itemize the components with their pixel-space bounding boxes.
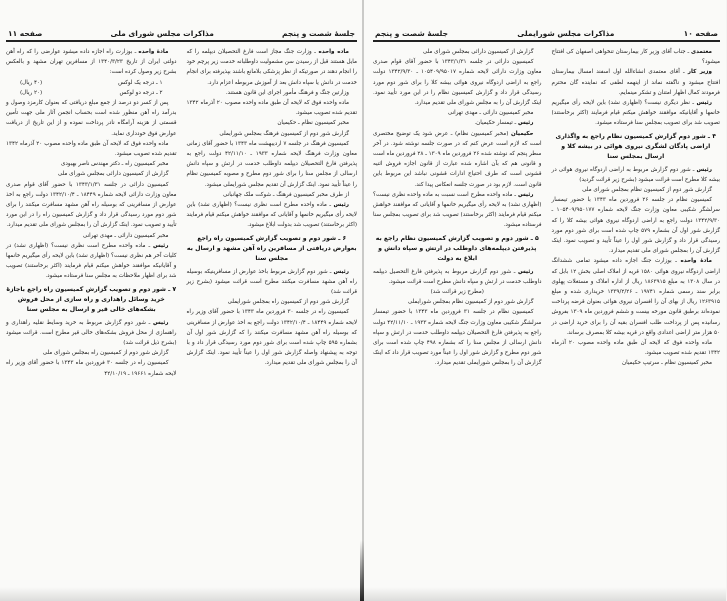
session-label: جلسهٔ شصت و پنجم — [375, 29, 449, 38]
paragraph-text: مخبر کمیسیون دارائی ـ مهدی تهرانی — [447, 110, 534, 117]
paragraph — [187, 267, 358, 298]
paragraph-text: گزارش شور دوم از کمیسیون راه بمجلس شورای ملی — [42, 350, 169, 357]
paragraph — [6, 318, 177, 349]
paragraph — [552, 165, 721, 185]
paragraph — [552, 47, 721, 67]
paragraph — [187, 47, 358, 88]
fee-class: ۱ ـ درجه یک لوکس — [118, 79, 163, 86]
paragraph — [373, 118, 542, 128]
paragraph — [373, 47, 542, 57]
paragraph-text: گزارش شور دوم از کمیسیون نظام بمجلس شورای ملی — [582, 187, 712, 194]
speaker-name: رئیس — [333, 268, 349, 275]
paragraph-text: گزارش شور دوم از کمیسیون فرهنگ بمجلس شورایملی — [219, 130, 349, 137]
paragraph — [373, 297, 542, 307]
paragraph-text: وزارتین جنگ و فرهنگ مأمور اجرای این قانون هستند. — [225, 89, 349, 96]
paragraph-text: ـ تیمسار حکیمیان. — [474, 120, 517, 127]
paragraph-text: ـ وزارت جنگ مجاز است فارغ التحصیلان دیپلمه را که مایل هستند قبل از رسیدن سن مشمولیت داوطلبانه خدمت زیر پرچم خود را انجام دهند در صورتیکه از نظر پزشکی بلامانع باشند بپذیرفته برای انجام خدمت در دانش یا سپاه دانش بعد از آموزش مربوطه اعزام دارد. — [186, 49, 357, 86]
paragraph-text: ـ شور دوم گزارش مربوط به خرید وسایط نقلیه راهداری و راهسازی از محل فروش بشکه‌های خالی قیر مطرح است. قرائت میشود (بشرح ذیل قرائت شد) — [6, 319, 177, 347]
agenda-item-heading: ۴ ـ شور دوم گزارش کمیسیون نظام راجع به واگذاری اراضی پادگان لشگری نیروی هوائی در بیشه کلا و ارسال بمجلس سنا — [555, 132, 716, 160]
speaker-name: رئیس — [333, 202, 350, 209]
paragraph-text: کمیسیون دارائی در جلسه ۱۳۴۳/۱/۳۱ با حضور آقای قوام صدری معاون وزارت دارائی لایحه شماره ۱۸۴۴۹ ـ ۱۳۴۲/۱۰/۴ دولت راجع به اخذ عوارض از مسافرینی که بوسیله راه آهن مشهد مسافرت میکنند را برای شور دوم مورد رسیدگی قرار داد و گزارش کمیسیون راه را در این مورد تأیید و تصویب نمود. اینک گزارش آن را بمجلس شورای ملی تقدیم میدارد. — [6, 181, 177, 229]
paragraph — [6, 231, 177, 241]
agenda-item-heading: ۶ ـ شور دوم و تصویب گزارش کمیسیون راه راجع بعوارض دریافتی از مسافرین راه آهن مشهد و ارسال به مجلس سنا — [186, 234, 357, 262]
speaker-name: رئیس — [518, 191, 534, 198]
paragraph — [6, 159, 177, 169]
paragraph-text: مخبر کمیسیون نظام ـ حکیمیان — [277, 120, 349, 127]
paragraph — [187, 200, 358, 231]
paragraph — [552, 358, 721, 368]
paragraph-text: ـ ماده واحده مطرح است نسبت به ماده واحده نظری نیست؟ (اظهاری نشد) به لایحه رأی میگیریم خانمها و آقایانی که موافقند خواهش میکنم قیام فرمایند (اکثر برخاستند) تصویب شد برای تصویب بمجلس سنا فرستاده میشود. — [373, 191, 542, 229]
paragraph-text: گزارش شور دوم از کمیسیون نظام بمجلس شورایملی — [407, 299, 534, 306]
page-gutter — [362, 0, 364, 601]
paragraph — [373, 307, 542, 368]
paragraph-text: ماده واحده فوق که لایحه آن طبق ماده واحده مصوب ۲۰ آذرماه ۱۳۴۲ تقدیم شده تصویب میشود. — [6, 140, 177, 158]
paragraph-text: ـ شور دوم گزارش مربوط باخذ عوارض از مسافرینیکه بوسیله راه آهن مشهد مسافرت میکنند مطرح است قرائت میشود (بشرح زیر قرائت شد) — [186, 268, 357, 296]
paragraph — [552, 185, 721, 195]
scan-edge — [363, 587, 726, 601]
paragraph-text: کمیسیون نظام در جلسه ۳۱ فروردین ماه ۱۳۴۳ با حضور تیمسار سرلشگر شکیبی معاون وزارت جنگ لایحه شماره ۱۹۳۳ ـ ۴۲/۱۱/۱۰ دولت راجع به پذیرفتن فارغ التحصیلان دیپلمه داوطلب خدمت در ارتش و سپاه دانش ارسالی از مجلس سنا را که بشماره ۴۹۸ چاپ شده است برای شور دوم مطرح و گزارش شور اول را عیناً مورد تصویب قرار داد که اینک گزارش آن را بمجلس شورایملی تقدیم میدارد. — [373, 309, 542, 367]
publication-title: مذاکرات مجلس شورای ملی — [110, 29, 214, 38]
speaker-name: مادهٔ واحده — [138, 49, 169, 55]
page-number: صفحه ۱۰ — [683, 29, 718, 38]
paragraph — [187, 98, 358, 118]
scan-edge — [0, 587, 363, 601]
running-header — [6, 26, 357, 42]
paragraph — [187, 139, 358, 190]
speaker-name: رئیس — [517, 120, 534, 127]
fee-amount: (۲۰ ریال) — [20, 89, 43, 96]
speaker-name: حکیمیان — [511, 130, 534, 137]
paragraph-text: مخبر کمیسیون نظام ـ سرتیپ حکیمیان — [622, 360, 712, 367]
paragraph — [187, 297, 358, 307]
paragraph-text: ـ نظر دیگری نیست؟ (اظهاری نشد) باین لایحه رأی میگیریم خانمها و آقایانیکه موافقند خواهش میکنم قیام فرمایند (اکثر برخاستند) تصویب شد برای تصویب بمجلس سنا فرستاده میشود. — [551, 100, 720, 127]
paragraph — [187, 88, 358, 98]
paragraph-text: کمیسیون راه در جلسه ۳۰ فروردین ماه ۱۳۴۳ با حضور آقای وزیر راه لایحه شماره ۱۹۶۶۱ ـ ۴۲/۱۰/۱۹ — [6, 360, 177, 377]
paragraph — [6, 241, 177, 282]
column-right — [187, 47, 358, 379]
column-left — [6, 47, 177, 379]
agenda-item-heading: ۷ ـ شور دوم و تصویب گزارش کمیسیون راه راجع باجازهٔ خرید وسائل راهداری و راه سازی از محل فروش بشکه‌های خالی قیر و ارسال به مجلس سنا — [6, 285, 177, 313]
paragraph — [373, 129, 542, 190]
page-10 — [363, 0, 726, 601]
speaker-name: وزیر کار — [687, 69, 712, 76]
paragraph-text: کمیسیون دارائی در جلسه ۱۳۴۳/۱/۳۱ با حضور آقای قوام صدری معاون وزارت دارائی لایحه شماره ۱۰۵۴۰۹/۹۵۰۱۷ ـ ۱۳۴۲/۹/۳۰ دولت راجع به اراضی اردوگاه نیروی هوائی بیشه کلا را برای شور دوم مورد رسیدگی قرار داد و گزارش کمیسیون نظام را در این مورد تأیید نمود. اینک گزارش آن را به مجلس شورای ملی تقدیم میدارد. — [373, 59, 542, 107]
paragraph-text: گزارش شور دوم از کمیسیون راه بمجلس شورایملی — [227, 299, 349, 306]
paragraph — [373, 108, 542, 118]
paragraph-text: ـ آقای معتمدی انشاءالله اول اسفند امسال بیمارستان افتتاح میشود و ناگفته نماند از اینهمه لطفی که نماینده گان محترم فرمودند کمال اظهار امتنان و تشکر مینمایم. — [551, 69, 720, 96]
paragraph-text: ماده واحده فوق که لایحه آن طبق ماده واحده مصوب ۲۰ آذرماه ۱۳۴۲ تقدیم شده تصویب میشود. — [186, 100, 357, 117]
paragraph-text: مخبر کمیسیون راه ـ دکتر مهندس ناصر بهبودی — [60, 161, 169, 168]
paragraph-text: ـ ماده واحده مطرح است نظری نیست؟ (اظهاری نشد) در کلیات آخر هم نظری نیست؟ (اظهاری نشد) باین لایحه رأی میگیریم خانمها و آقایانیکه موافقند خواهش میکنم قیام فرمایند (اکثر برخاستند) تصویب شد برای اظهار ملاحظات به مجلس سنا فرستاده میشود. — [6, 242, 177, 280]
paragraph — [187, 129, 358, 139]
paragraph — [373, 57, 542, 108]
paragraph-text: گزارش از کمیسیون دارائی بمجلس شورای ملی — [422, 49, 534, 55]
fee-row — [6, 88, 177, 98]
paragraph — [187, 118, 358, 128]
paragraph-text: ماده واحده فوق که لایحه آن طبق ماده واحده مصوب ۲۰ آذرماه ۱۳۴۲ تقدیم شده تصویب میشود. — [551, 340, 720, 357]
column-right — [552, 47, 721, 369]
paragraph — [6, 348, 177, 358]
text-columns — [6, 47, 357, 379]
speaker-name: رئیس — [153, 319, 169, 326]
paragraph — [6, 47, 177, 78]
paragraph — [552, 338, 721, 358]
paragraph-text: از طرف مخبر کمیسیون فرهنگ ـ شوکت ملک جهانبانی — [223, 191, 349, 198]
speaker-name: مادهٔ واحده — [680, 258, 712, 265]
page-number: صفحه ۱۱ — [8, 29, 43, 38]
running-header — [373, 26, 720, 42]
speaker-name: معتمدی — [690, 49, 712, 55]
paragraph-text: کمیسیون فرهنگ در جلسه ۷ اردیبهشت ماه ۱۳۴۳ با حضور آقای زمانی معاون وزارت فرهنگ لایحه شماره ۱۹۳۳ ـ ۴۲/۱۱/۱۰ دولت راجع به پذیرفتن فارغ التحصیلان دیپلمه داوطلب خدمت در ارتش و سپاه دانش ارسالی از مجلس سنا را برای شور دوم مطرح و مصوبه کمیسیون نظام را عیناً تأیید نمود. اینک گزارش آن تقدیم مجلس شورایملی میشود. — [186, 140, 357, 188]
paragraph — [6, 98, 177, 139]
gutter-shadow — [360, 540, 364, 601]
fee-amount: (۴۰ ریال) — [20, 79, 43, 86]
speaker-name: ماده واحده — [318, 49, 349, 55]
session-label: جلسهٔ شصت و پنجم — [281, 29, 355, 38]
paragraph-text: گزارش از کمیسیون دارائی بمجلس شورای ملی — [57, 171, 169, 178]
paragraph — [6, 139, 177, 159]
paragraph-text: پس از کسر دو درصد از جمع مبلغ دریافتی که بعنوان کارمزد وصول و بدرآمد راه آهن منظور شده است بحساب انجمن آثار ملی جهت تأمین قسمتی از هزینه آرامگاه نادر پرداخت نموده و از این تاریخ از دریافت عوارض فوق خودداری نماید. — [6, 100, 177, 137]
paragraph — [552, 256, 721, 338]
text-columns — [373, 47, 720, 369]
paragraph — [187, 190, 358, 200]
paragraph-text: ـ بوزارت راه اجازه داده میشود عوارضی را که راه آهن دولتی ایران از تاریخ ۱۳۴۰/۳/۲۳ از مسافرین تهران مشهد و بالعکس بشرح زیر وصول کرده است: — [6, 49, 177, 76]
stage-direction: (مطرح زیر قرائت شد) — [430, 289, 484, 296]
paragraph — [552, 98, 721, 129]
page-11 — [0, 0, 363, 601]
column-left — [373, 47, 542, 369]
fee-row — [6, 78, 177, 88]
publication-title: مذاکرات مجلس شورایملی — [517, 29, 615, 38]
paragraph — [373, 190, 542, 231]
agenda-item-heading: ۵ ـ شور دوم و تصویب گزارش کمیسیون نظام راجع به پذیرفتن دیپلمه‌های داوطلب در ارتش و سپاه دانش و ابلاغ به دولت — [375, 234, 539, 262]
paragraph-text: ـ بوزارت جنگ اجازه داده میشود تمامی ششدانگ اراضی اردوگاه نیروی هوائی ۱۵۸۰ قریه از املاک اصلی بخش ۱۲ بابل که در سال ۱۳۰۸ به مبلغ ۱۸۶۳۹۱۵ ریال از اداره املاک و مستغلات پهلوی برابر سند رسمی شماره ۱۹۷۴۱ ـ ۱۳۳۹/۲/۲۶ خریداری شده و مبلغ ۱۲۶۳۹۱۵ ریال از بهای آن را افسران نیروی هوائی بعنوان قرضه پرداخت نموده‌اند برطبق قانون مورخه بیست و ششم فروردین ماه ۱۳۰۹ بفروش رسانیده پس از پرداخت طلب افسران بقیه آن را برای خرید اراضی در ۵۰ هزار متر اراضی اعدادی واقع در قریه بیشه کلا بمصرف برساند. — [551, 258, 720, 336]
paragraph-text: مخبر کمیسیون دارائی ـ مهدی تهرانی — [82, 232, 169, 239]
paragraph-text: کمیسیون نظام در جلسه ۲۶ فروردین ماه ۱۳۴۳ با حضور تیمسار سرلشگر شکیبی معاون وزارت جنگ لایحه شماره ۱۰۵۴۰۹/۹۵۰۱۷۷ ـ ۱۳۴۲/۹/۳۰ دولت راجع به اراضی اردوگاه نیروی هوائی بیشه کلا را که گزارش شور اول آن بشماره ۵۷۹ چاپ شده است برای شور دوم مورد رسیدگی قرار داد و گزارش شور اول را عیناً تأیید و تصویب نمود. اینک گزارش آن را بمجلس شورای ملی تقدیم میدارد. — [551, 197, 721, 255]
paragraph — [552, 67, 721, 98]
paragraph — [6, 358, 177, 378]
fee-class: ۲ ـ درجه دو لوکس — [119, 89, 163, 96]
speaker-name: رئیس — [696, 166, 712, 173]
paragraph-text: کمیسیون راه در جلسه ۳۰ فروردین ماه ۱۳۴۳ با حضور آقای وزیر راه لایحه شماره ۱۸۴۴۹ ـ ۱۳۴۲/۱۰/۴ دولت راجع به اخذ عوارض از مسافرینی که بوسیله راه آهن مشهد مسافرت میکنند را که گزارش شور اول آن بشماره ۵۹۵ چاپ شده است برای شور دوم مورد رسیدگی قرار داد و با توجه به پیشنهاد واصله گزارش شور اول را عیناً تأیید نمود. اینک گزارش آن را بمجلس شورای ملی تقدیم میدارد. — [186, 309, 358, 367]
paragraph-text: ـ جناب آقای وزیر کار بیمارستان تنخواهی اصفهان کی افتتاح میشود؟ — [551, 49, 720, 66]
speaker-name: رئیس — [518, 268, 534, 275]
fee-list — [6, 78, 177, 98]
paragraph-text: ـ شور دوم گزارش مربوط به اراضی اردوگاه نیروی هوائی در بیشه کلا مطرح است قرائت میشود (بشرح زیر قرائت گردید) — [551, 166, 720, 183]
paragraph — [187, 307, 358, 368]
paragraph — [373, 267, 542, 287]
paragraph-text: (مخبر کمیسیون نظام) ـ عرض شود یک توضیح مختصری است که لازم است عرض کنم که در صورت جلسه نوشته شود. در آخر سطر پنجم که نوشته شده ۲۶ فروردین ماه ۱۳۰۹ ـ ۲۸ فروردین ماه است و قانونی هم که بآن اشاره شده عبارت از قانون اجازه فروش اثنیه قشونی است که طرف احتیاج ادارات قشونی نباشد این مربوط باین قانون است. لازم بود در صورت جلسه انعکاس پیدا کند. — [373, 130, 542, 188]
paragraph-text: ـ شور دوم گزارش مربوط به پذیرفتن فارغ التحصیل دیپلمه داوطلب خدمت در ارتش و سپاه دانش مطرح است قرائت میشود. — [373, 268, 542, 285]
paragraph — [6, 180, 177, 231]
paragraph — [552, 195, 721, 256]
paragraph-text: ـ ماده واحده مطرح است نظری نیست؟ (اظهاری نشد) باین لایحه رأی میگیریم خانمها و آقایانی که موافقند خواهش میکنم قیام فرمایند (اکثر برخاستند) تصویب شد بدولت ابلاغ میشود. — [186, 202, 357, 229]
paragraph — [6, 169, 177, 179]
speaker-name: رئیس — [696, 100, 712, 107]
speaker-name: رئیس — [152, 242, 169, 249]
